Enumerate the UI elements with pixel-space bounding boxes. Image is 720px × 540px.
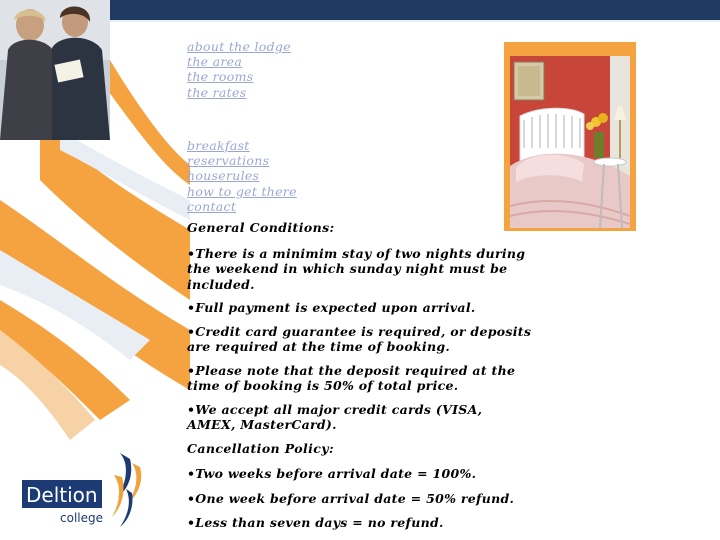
- bedroom-photo-frame: [504, 42, 636, 231]
- nav-link-breakfast[interactable]: breakfast: [187, 138, 250, 153]
- nav-link-houserules[interactable]: houserules: [187, 168, 260, 184]
- cancellation-item: •One week before arrival date = 50% refund.: [187, 490, 515, 506]
- nav-link-reservations[interactable]: reservations: [187, 153, 270, 169]
- nav-link-the-rates[interactable]: the rates: [187, 84, 247, 100]
- students-photo: [0, 0, 110, 140]
- deltion-college-logo: [22, 445, 152, 535]
- cancellation-item: •Two weeks before arrival date = 100%.: [187, 466, 477, 481]
- condition-item: •Credit card guarantee is required, or deposits are required at the time of booking.: [187, 323, 532, 354]
- nav-link-contact[interactable]: contact: [187, 198, 237, 214]
- logo-sub: college: [60, 511, 103, 525]
- nav-link-the-rooms[interactable]: the rooms: [187, 69, 254, 85]
- cancellation-item: •Less than seven days = no refund.: [187, 515, 444, 530]
- rates-content: [187, 220, 532, 540]
- condition-item: •There is a minimim stay of two nights during the weekend in which sunday night must be included.: [187, 245, 526, 292]
- general-conditions-heading: General Conditions:: [187, 220, 335, 235]
- nav-link-about-the-lodge[interactable]: about the lodge: [187, 39, 291, 54]
- secondary-nav: [187, 138, 297, 214]
- primary-nav: [187, 39, 291, 100]
- condition-item: •Please note that the deposit required at the time of booking is 50% of total price.: [187, 362, 516, 393]
- logo-name: Deltion: [26, 483, 98, 507]
- nav-link-how-to-get-there[interactable]: how to get there: [187, 183, 297, 199]
- cancellation-policy-heading: Cancellation Policy:: [187, 440, 334, 456]
- condition-item: •Full payment is expected upon arrival.: [187, 300, 476, 315]
- nav-link-the-area[interactable]: the area: [187, 54, 243, 70]
- bedroom-photo: [510, 56, 630, 228]
- condition-item: •We accept all major credit cards (VISA, AMEX, MasterCard).: [187, 401, 483, 432]
